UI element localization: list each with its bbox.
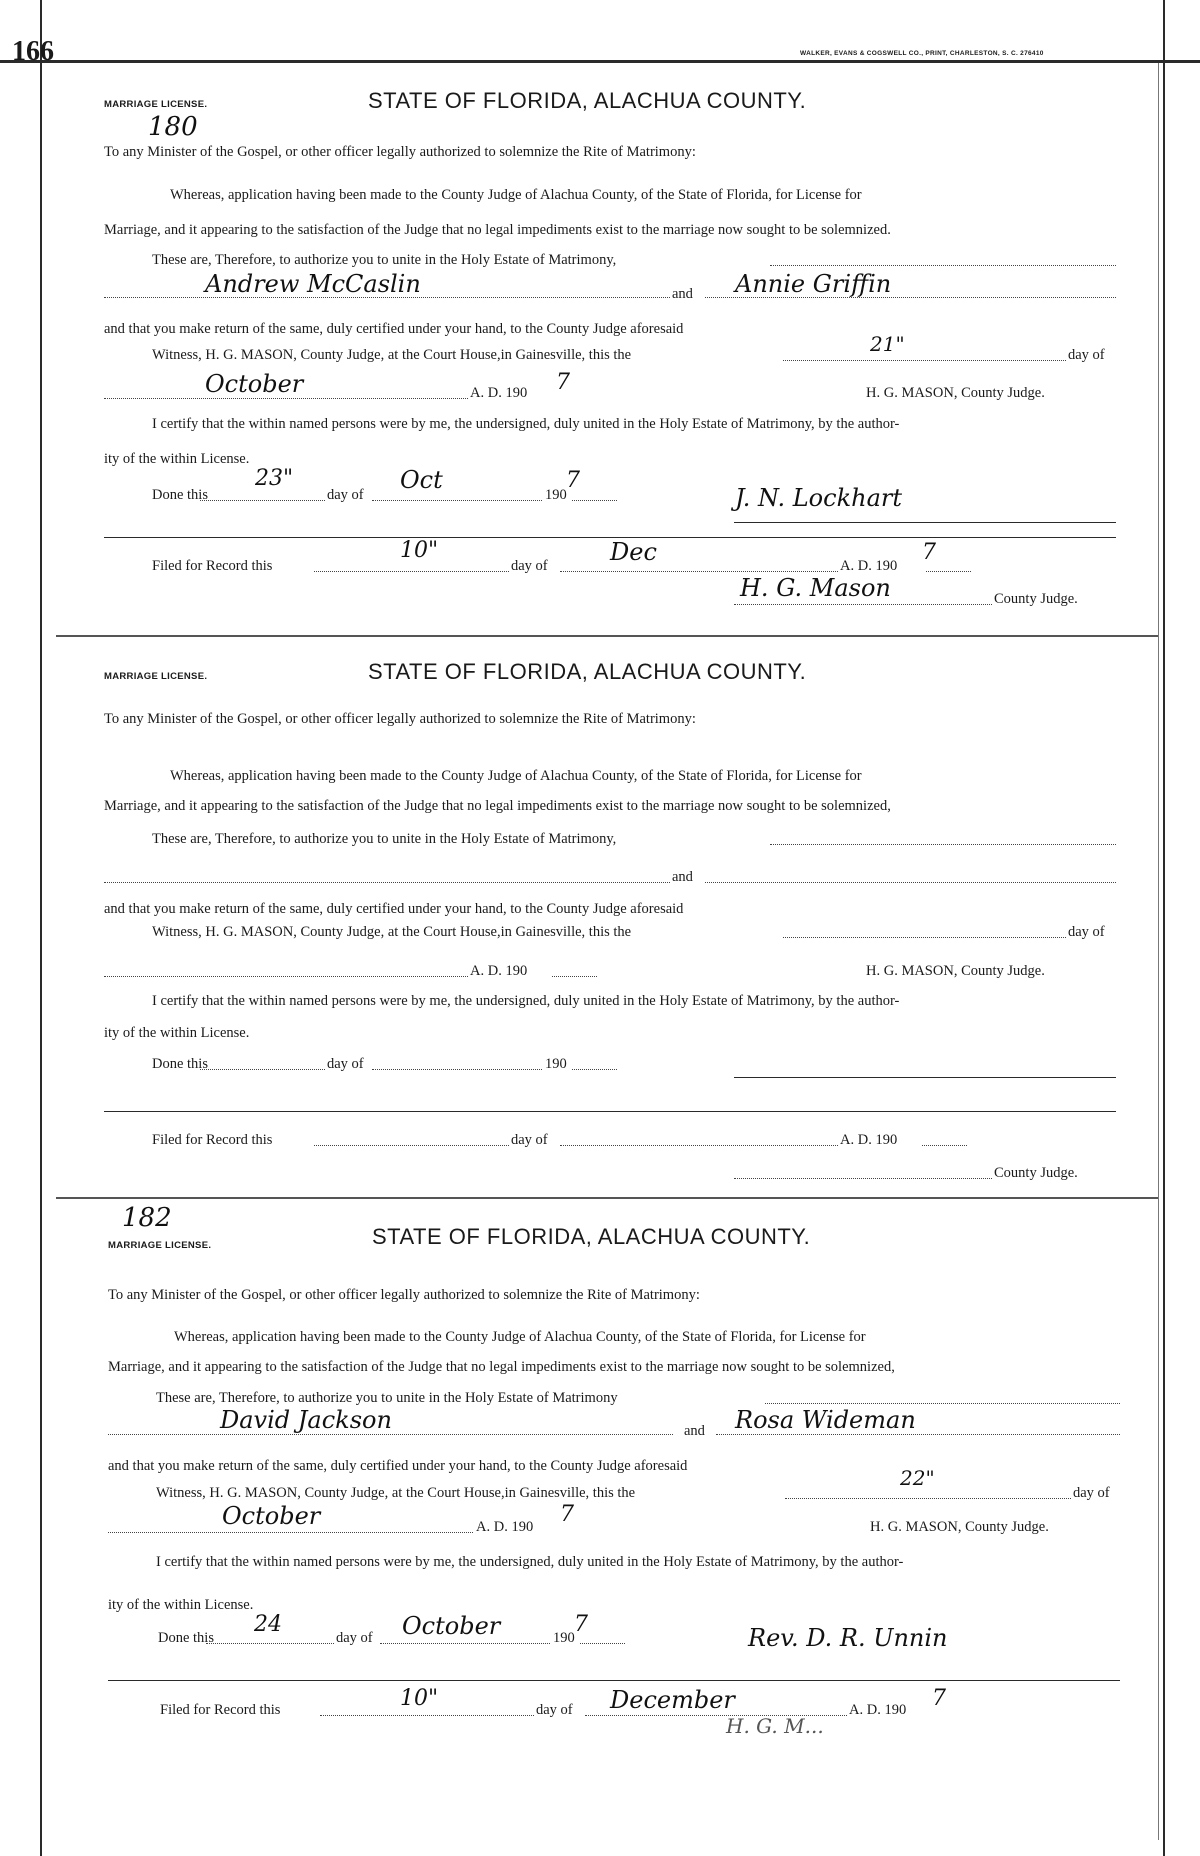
done-day-of-label: day of bbox=[327, 1056, 364, 1072]
county-judge-label: County Judge. bbox=[994, 591, 1078, 607]
certify-line: I certify that the within named persons were by me, the undersigned, duly united in the Holy Estate of Matrimony, by the author- bbox=[156, 1554, 904, 1570]
groom-name: David Jackson bbox=[220, 1406, 392, 1434]
license-number: 180 bbox=[148, 112, 198, 142]
address-line: To any Minister of the Gospel, or other officer legally authorized to solemnize the Rite of Matrimony: bbox=[104, 711, 696, 727]
clerk-signature: H. G. M... bbox=[726, 1714, 824, 1738]
certify-line: I certify that the within named persons were by me, the undersigned, duly united in the Holy Estate of Matrimony, by the author- bbox=[152, 416, 900, 432]
return-line: and that you make return of the same, duly certified under your hand, to the County Judge aforesaid bbox=[108, 1458, 688, 1474]
bride-name: Rosa Wideman bbox=[735, 1406, 916, 1434]
marriage-line: Marriage, and it appearing to the satisfaction of the Judge that no legal impediments exist to the marriage now sought to be solemnized. bbox=[104, 222, 891, 238]
filed-day-fill bbox=[314, 571, 509, 572]
witness-line: Witness, H. G. MASON, County Judge, at the Court House,in Gainesville, this the bbox=[156, 1485, 636, 1501]
officiant-line bbox=[734, 522, 1116, 523]
top-rule bbox=[0, 60, 1200, 63]
filed-day: 10" bbox=[400, 538, 439, 563]
witness-year-fill bbox=[552, 976, 597, 977]
return-line: and that you make return of the same, duly certified under your hand, to the County Judge aforesaid bbox=[104, 321, 684, 337]
done-day-of-label: day of bbox=[327, 487, 364, 503]
done-year-fill bbox=[580, 1643, 625, 1644]
done-day: 24 bbox=[254, 1612, 282, 1637]
marriage-line: Marriage, and it appearing to the satisfaction of the Judge that no legal impediments exist to the marriage now sought to be solemnized, bbox=[108, 1359, 895, 1375]
ad-label: A. D. 190 bbox=[476, 1519, 534, 1535]
filed-day: 10" bbox=[400, 1686, 439, 1711]
witness-day: 22" bbox=[900, 1466, 935, 1490]
filed-month: Dec bbox=[610, 538, 657, 566]
done-190-label: 190 bbox=[545, 1056, 567, 1072]
witness-day-fill bbox=[785, 1498, 1071, 1499]
officiant-signature: Rev. D. R. Unnin bbox=[748, 1624, 948, 1652]
witness-month-fill bbox=[104, 398, 468, 399]
separator-line bbox=[108, 1680, 1120, 1681]
filed-month: December bbox=[610, 1686, 735, 1714]
certify-end: ity of the within License. bbox=[108, 1597, 254, 1613]
certify-line: I certify that the within named persons were by me, the undersigned, duly united in the Holy Estate of Matrimony, by the author- bbox=[152, 993, 900, 1009]
filed-month-fill bbox=[560, 571, 838, 572]
filed-day-of-label: day of bbox=[536, 1702, 573, 1718]
separator-line bbox=[104, 1111, 1116, 1112]
filed-day-fill bbox=[314, 1145, 509, 1146]
judge-label: H. G. MASON, County Judge. bbox=[866, 385, 1045, 401]
address-line: To any Minister of the Gospel, or other officer legally authorized to solemnize the Rite of Matrimony: bbox=[104, 144, 696, 160]
done-this-label: Done this bbox=[152, 487, 208, 503]
left-border bbox=[40, 0, 42, 1856]
and-label: and bbox=[672, 286, 693, 302]
county-judge-label: County Judge. bbox=[994, 1165, 1078, 1181]
done-month: October bbox=[402, 1612, 501, 1640]
these-are-line: These are, Therefore, to authorize you to unite in the Holy Estate of Matrimony bbox=[156, 1390, 618, 1406]
officiant-line bbox=[734, 1077, 1116, 1078]
witness-month-fill bbox=[108, 1532, 473, 1533]
done-190-label: 190 bbox=[545, 487, 567, 503]
address-line: To any Minister of the Gospel, or other officer legally authorized to solemnize the Rite of Matrimony: bbox=[108, 1287, 700, 1303]
done-day-fill bbox=[200, 500, 325, 501]
done-day-fill bbox=[200, 1069, 325, 1070]
these-are-fill bbox=[770, 265, 1116, 266]
witness-line: Witness, H. G. MASON, County Judge, at the Court House,in Gainesville, this the bbox=[152, 347, 632, 363]
clerk-signature: H. G. Mason bbox=[740, 574, 891, 602]
right-border bbox=[1163, 0, 1165, 1856]
witness-month-fill bbox=[104, 976, 468, 977]
bride-name: Annie Griffin bbox=[735, 270, 892, 298]
filed-ad-label: A. D. 190 bbox=[840, 1132, 898, 1148]
license-label: MARRIAGE LICENSE. bbox=[108, 1240, 212, 1251]
done-month: Oct bbox=[400, 466, 443, 494]
bride-fill bbox=[716, 1434, 1120, 1435]
filed-day-of-label: day of bbox=[511, 558, 548, 574]
done-year-fill bbox=[572, 1069, 617, 1070]
witness-day: 21" bbox=[870, 332, 905, 356]
clerk-fill bbox=[734, 604, 992, 605]
witness-year-digit: 7 bbox=[556, 370, 570, 395]
license-heading: STATE OF FLORIDA, ALACHUA COUNTY. bbox=[368, 88, 807, 113]
license-divider bbox=[56, 1197, 1158, 1199]
day-of-label: day of bbox=[1068, 924, 1105, 940]
witness-line: Witness, H. G. MASON, County Judge, at the Court House,in Gainesville, this the bbox=[152, 924, 632, 940]
license-heading: STATE OF FLORIDA, ALACHUA COUNTY. bbox=[372, 1224, 811, 1249]
right-border-inner bbox=[1158, 60, 1159, 1840]
and-label: and bbox=[684, 1423, 705, 1439]
filed-year-fill bbox=[922, 1145, 967, 1146]
done-day-fill bbox=[206, 1643, 334, 1644]
filed-label: Filed for Record this bbox=[152, 558, 273, 574]
done-year-fill bbox=[572, 500, 617, 501]
printer-imprint: WALKER, EVANS & COGSWELL CO., PRINT, CHARLESTON, S. C. 276410 bbox=[800, 50, 1044, 57]
groom-name: Andrew McCaslin bbox=[205, 270, 421, 298]
witness-day-fill bbox=[783, 937, 1066, 938]
witness-month: October bbox=[222, 1502, 321, 1530]
and-label: and bbox=[672, 869, 693, 885]
these-are-fill bbox=[770, 844, 1116, 845]
done-month-fill bbox=[372, 500, 542, 501]
certify-end: ity of the within License. bbox=[104, 451, 250, 467]
filed-label: Filed for Record this bbox=[152, 1132, 273, 1148]
license-label: MARRIAGE LICENSE. bbox=[104, 671, 208, 682]
witness-day-fill bbox=[783, 360, 1066, 361]
groom-fill bbox=[108, 1434, 673, 1435]
filed-label: Filed for Record this bbox=[160, 1702, 281, 1718]
marriage-line: Marriage, and it appearing to the satisfaction of the Judge that no legal impediments exist to the marriage now sought to be solemnized, bbox=[104, 798, 891, 814]
whereas-line: Whereas, application having been made to the County Judge of Alachua County, of the State of Florida, for License for bbox=[170, 768, 862, 784]
these-are-fill bbox=[765, 1403, 1120, 1404]
return-line: and that you make return of the same, duly certified under your hand, to the County Judge aforesaid bbox=[104, 901, 684, 917]
done-this-label: Done this bbox=[158, 1630, 214, 1646]
done-year-digit: 7 bbox=[574, 1612, 588, 1637]
license-number: 182 bbox=[122, 1203, 172, 1233]
judge-label: H. G. MASON, County Judge. bbox=[870, 1519, 1049, 1535]
judge-label: H. G. MASON, County Judge. bbox=[866, 963, 1045, 979]
filed-month-fill bbox=[560, 1145, 838, 1146]
filed-year-fill bbox=[926, 571, 971, 572]
license-divider bbox=[56, 635, 1158, 637]
certify-end: ity of the within License. bbox=[104, 1025, 250, 1041]
whereas-line: Whereas, application having been made to the County Judge of Alachua County, of the State of Florida, for License for bbox=[170, 187, 862, 203]
done-day-of-label: day of bbox=[336, 1630, 373, 1646]
license-heading: STATE OF FLORIDA, ALACHUA COUNTY. bbox=[368, 659, 807, 684]
license-label: MARRIAGE LICENSE. bbox=[104, 99, 208, 110]
witness-month: October bbox=[205, 370, 304, 398]
page-number: 166 bbox=[12, 36, 54, 67]
officiant-signature: J. N. Lockhart bbox=[735, 484, 902, 512]
done-month-fill bbox=[372, 1069, 542, 1070]
day-of-label: day of bbox=[1068, 347, 1105, 363]
filed-day-fill bbox=[320, 1715, 534, 1716]
done-month-fill bbox=[380, 1643, 550, 1644]
done-this-label: Done this bbox=[152, 1056, 208, 1072]
filed-year-digit: 7 bbox=[932, 1686, 946, 1711]
done-190-label: 190 bbox=[553, 1630, 575, 1646]
these-are-line: These are, Therefore, to authorize you to unite in the Holy Estate of Matrimony, bbox=[152, 831, 617, 847]
these-are-line: These are, Therefore, to authorize you to unite in the Holy Estate of Matrimony, bbox=[152, 252, 617, 268]
filed-ad-label: A. D. 190 bbox=[840, 558, 898, 574]
clerk-fill bbox=[734, 1178, 992, 1179]
whereas-line: Whereas, application having been made to the County Judge of Alachua County, of the State of Florida, for License for bbox=[174, 1329, 866, 1345]
filed-ad-label: A. D. 190 bbox=[849, 1702, 907, 1718]
filed-year-digit: 7 bbox=[922, 540, 936, 565]
ad-label: A. D. 190 bbox=[470, 385, 528, 401]
done-day: 23" bbox=[255, 466, 294, 491]
groom-fill bbox=[104, 882, 670, 883]
done-year-digit: 7 bbox=[566, 468, 580, 493]
filed-day-of-label: day of bbox=[511, 1132, 548, 1148]
ad-label: A. D. 190 bbox=[470, 963, 528, 979]
bride-fill bbox=[705, 882, 1116, 883]
day-of-label: day of bbox=[1073, 1485, 1110, 1501]
witness-year-digit: 7 bbox=[560, 1502, 574, 1527]
